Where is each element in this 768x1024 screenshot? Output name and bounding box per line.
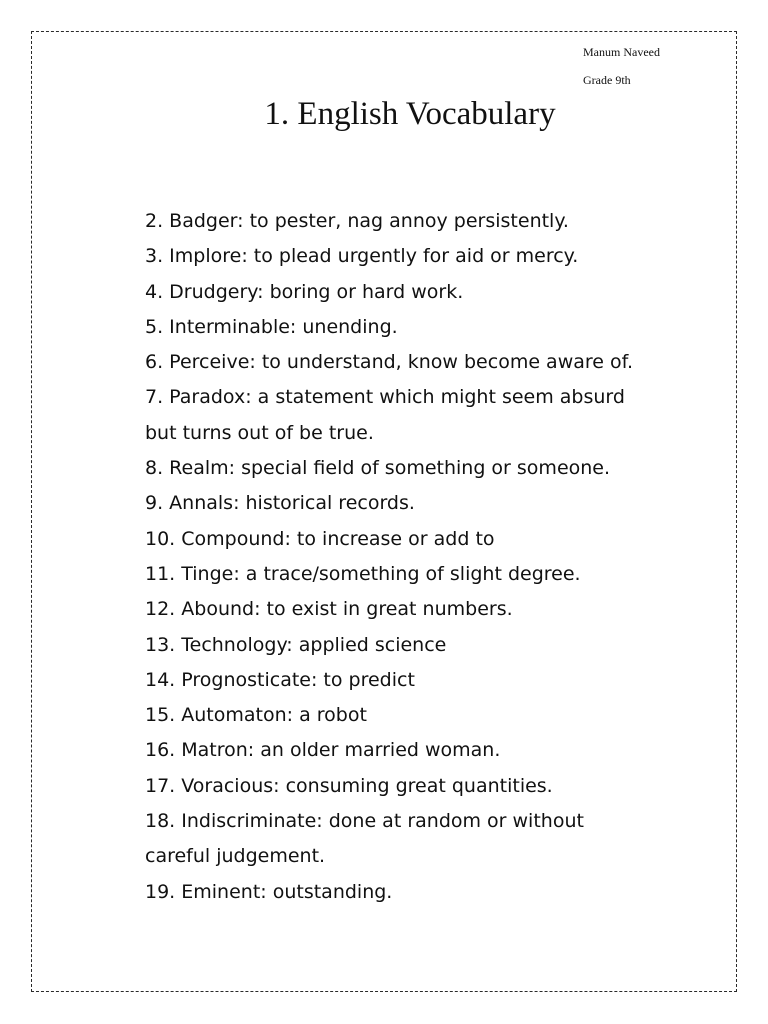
list-item-continuation: but turns out of be true.: [145, 421, 374, 444]
student-name: Manum Naveed: [583, 45, 660, 59]
list-item: 17. Voracious: consuming great quantities.: [145, 774, 553, 797]
list-item: 14. Prognosticate: to predict: [145, 668, 415, 691]
list-item: 10. Compound: to increase or add to: [145, 527, 495, 550]
list-item: 18. Indiscriminate: done at random or without: [145, 810, 584, 833]
list-item: 13. Technology: applied science: [145, 633, 447, 656]
list-item: 2. Badger: to pester, nag annoy persistently.: [145, 210, 569, 232]
list-item: 3. Implore: to plead urgently for aid or mercy.: [145, 245, 579, 268]
list-item: 8. Realm: special field of something or someone.: [145, 457, 611, 480]
list-item: 16. Matron: an older married woman.: [145, 739, 501, 762]
list-item: 15. Automaton: a robot: [145, 704, 367, 727]
list-item-continuation: careful judgement.: [145, 845, 326, 868]
vocabulary-list: [145, 204, 725, 910]
list-item: 9. Annals: historical records.: [145, 492, 415, 515]
student-grade: Grade 9th: [583, 73, 631, 87]
list-item: 12. Abound: to exist in great numbers.: [145, 598, 513, 621]
list-item: 7. Paradox: a statement which might seem absurd: [145, 386, 625, 409]
page-title: 1. English Vocabulary: [264, 96, 556, 132]
list-item: 11. Tinge: a trace/something of slight degree.: [145, 562, 581, 585]
list-item: 5. Interminable: unending.: [145, 315, 398, 338]
list-item: 19. Eminent: outstanding.: [145, 880, 393, 903]
list-item: 4. Drudgery: boring or hard work.: [145, 280, 464, 303]
list-item: 6. Perceive: to understand, know become aware of.: [145, 351, 633, 374]
